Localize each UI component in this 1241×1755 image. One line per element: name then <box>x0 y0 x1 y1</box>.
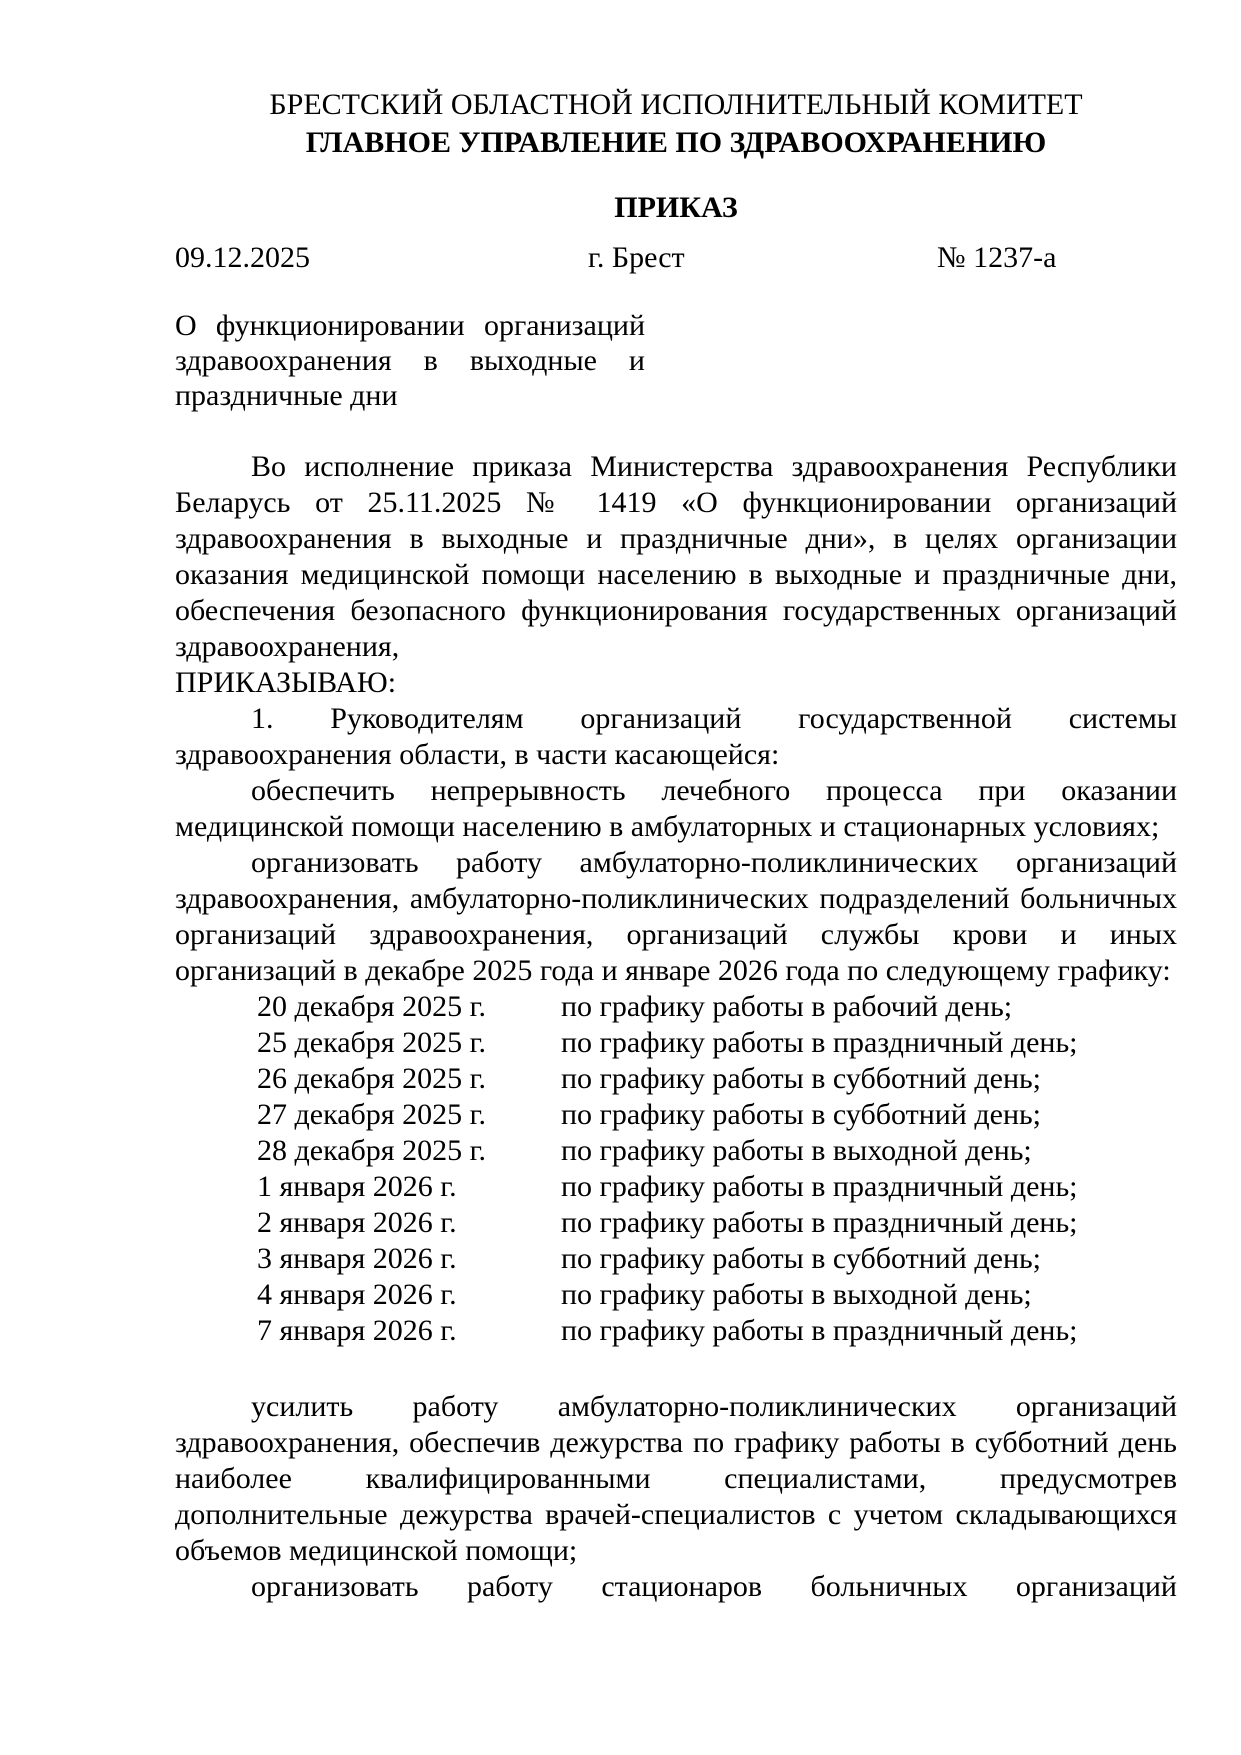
schedule-row <box>175 1241 1177 1277</box>
order-item-3: организовать работу амбулаторно-поликлинических организаций здравоохранения, амбулаторно-поликлинических подразделений больничных организаций здравоохранения, организаций службы крови и иных организаций в декабре 2025 года и январе 2026 года по следующему графику: <box>175 846 1177 987</box>
schedule-row <box>175 1097 1177 1133</box>
schedule-date: 27 декабря 2025 г. <box>257 1098 486 1131</box>
doc-date: 09.12.2025 <box>175 241 310 274</box>
order-item-1: 1. Руководителям организаций государственной системы здравоохранения области, в части касающейся: <box>175 702 1177 771</box>
blank-line <box>175 1349 1177 1389</box>
schedule-mode: по графику работы в праздничный день; <box>561 1026 1078 1059</box>
schedule-date: 26 декабря 2025 г. <box>257 1062 486 1095</box>
document-content <box>175 86 1177 1605</box>
schedule-row <box>175 989 1177 1025</box>
schedule-row <box>175 1025 1177 1061</box>
schedule-mode: по графику работы в субботний день; <box>561 1242 1042 1275</box>
schedule-date: 28 декабря 2025 г. <box>257 1134 486 1167</box>
order-item-5-truncated: организовать работу стационаров больничных организаций <box>251 1570 1177 1603</box>
work-schedule-list <box>175 989 1177 1349</box>
schedule-mode: по графику работы в субботний день; <box>561 1098 1042 1131</box>
schedule-row <box>175 1061 1177 1097</box>
doc-subject: О функционировании организаций здравоохранения в выходные и праздничные дни <box>175 309 645 412</box>
schedule-date: 7 января 2026 г. <box>257 1314 457 1347</box>
schedule-row <box>175 1313 1177 1349</box>
schedule-mode: по графику работы в выходной день; <box>561 1134 1032 1167</box>
schedule-mode: по графику работы в выходной день; <box>561 1278 1032 1311</box>
preamble-paragraph: Во исполнение приказа Министерства здравоохранения Республики Беларусь от 25.11.2025 № 1419 «О функционировании организаций здравоохранения в выходные и праздничные дни», в целях организации оказания медицинской помощи населению в выходные и праздничные дни, обеспечения безопасного функционирования государственных организаций здравоохранения, <box>175 450 1177 663</box>
doc-type-title: ПРИКАЗ <box>614 191 738 224</box>
schedule-date: 4 января 2026 г. <box>257 1278 457 1311</box>
meta-row <box>175 240 1177 276</box>
schedule-date: 25 декабря 2025 г. <box>257 1026 486 1059</box>
schedule-date: 1 января 2026 г. <box>257 1170 457 1203</box>
schedule-date: 20 декабря 2025 г. <box>257 990 486 1023</box>
organization-name: БРЕСТСКИЙ ОБЛАСТНОЙ ИСПОЛНИТЕЛЬНЫЙ КОМИТЕТ <box>269 88 1083 121</box>
schedule-row <box>175 1169 1177 1205</box>
schedule-row <box>175 1205 1177 1241</box>
schedule-row <box>175 1133 1177 1169</box>
schedule-mode: по графику работы в праздничный день; <box>561 1314 1078 1347</box>
order-item-2: обеспечить непрерывность лечебного процесса при оказании медицинской помощи населению в амбулаторных и стационарных условиях; <box>175 774 1177 843</box>
doc-number: № 1237-а <box>937 241 1057 274</box>
order-item-4: усилить работу амбулаторно-поликлинических организаций здравоохранения, обеспечив дежурства по графику работы в субботний день наиболее квалифицированными специалистами, предусмотрев дополнительные дежурства врачей-специалистов с учетом складывающихся объемов медицинской помощи; <box>175 1390 1177 1567</box>
schedule-mode: по графику работы в рабочий день; <box>561 990 1013 1023</box>
order-keyword: ПРИКАЗЫВАЮ: <box>175 666 397 699</box>
department-name: ГЛАВНОЕ УПРАВЛЕНИЕ ПО ЗДРАВООХРАНЕНИЮ <box>305 126 1047 159</box>
doc-place: г. Брест <box>588 241 685 274</box>
schedule-row <box>175 1277 1177 1313</box>
schedule-mode: по графику работы в праздничный день; <box>561 1206 1078 1239</box>
schedule-date: 3 января 2026 г. <box>257 1242 457 1275</box>
schedule-mode: по графику работы в субботний день; <box>561 1062 1042 1095</box>
schedule-mode: по графику работы в праздничный день; <box>561 1170 1078 1203</box>
schedule-date: 2 января 2026 г. <box>257 1206 457 1239</box>
